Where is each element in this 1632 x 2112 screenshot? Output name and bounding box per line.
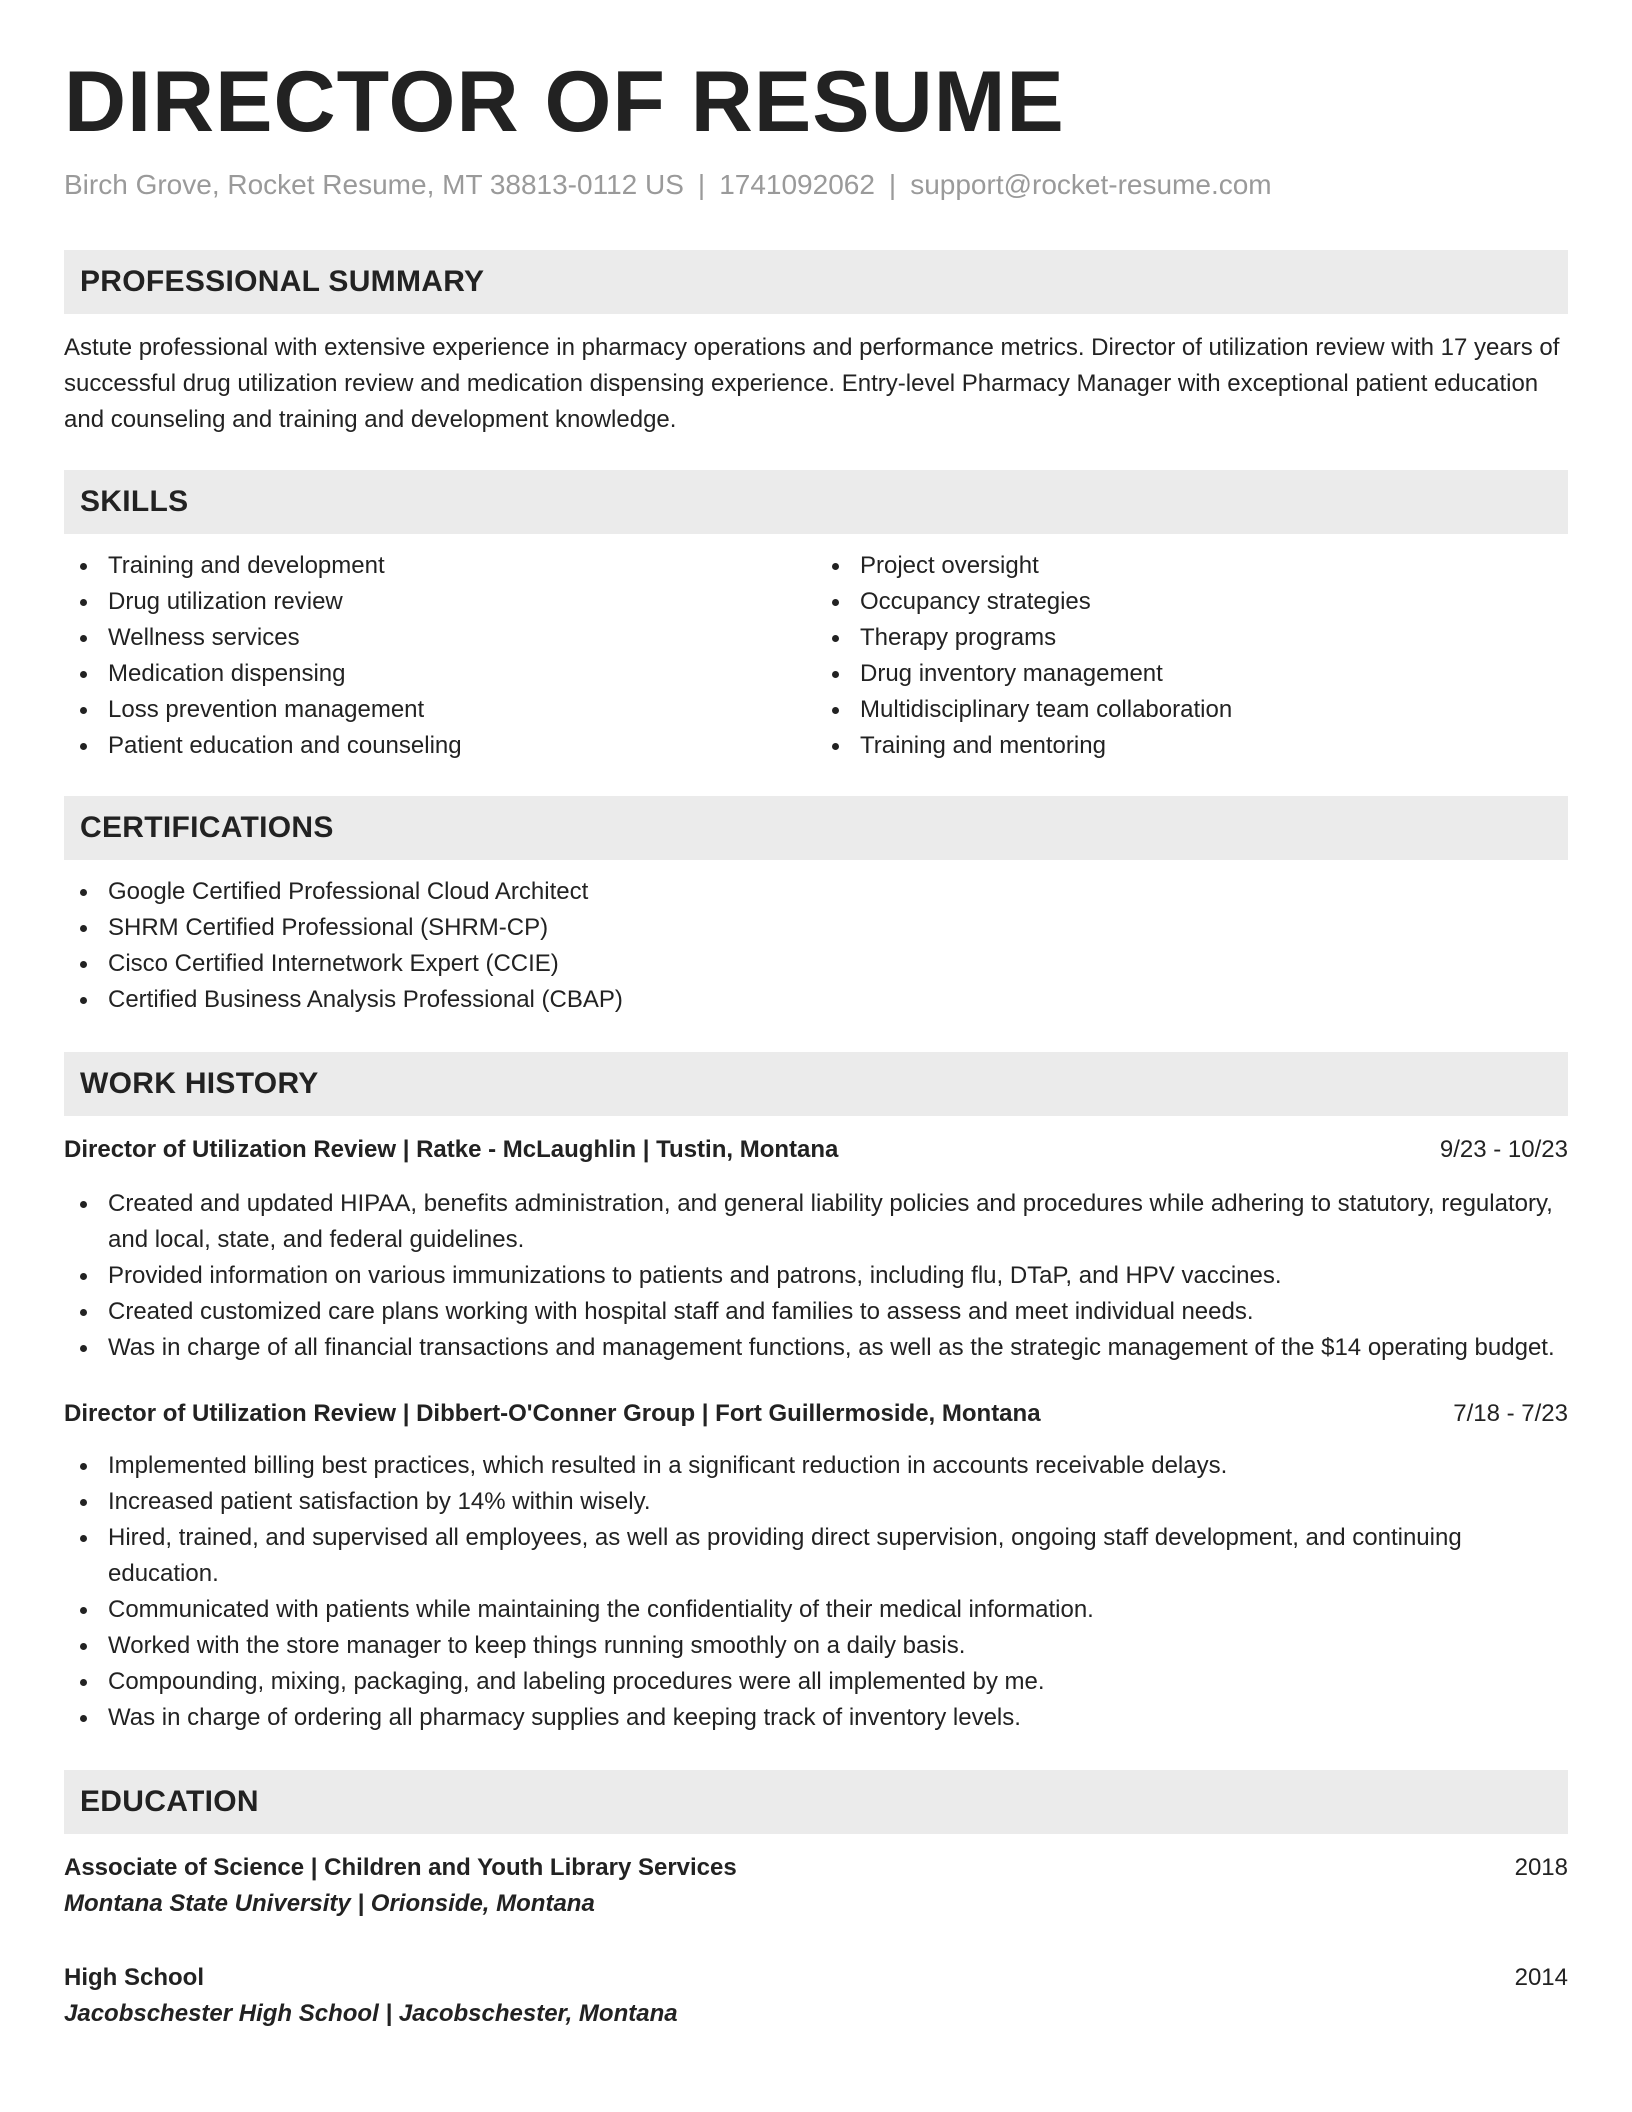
contact-address: Birch Grove, Rocket Resume, MT 38813-0112 US xyxy=(64,169,684,200)
job-dates: 7/18 - 7/23 xyxy=(1453,1400,1568,1427)
education-entry xyxy=(64,1960,1568,2032)
skill-item: Multidisciplinary team collaboration xyxy=(816,692,1568,728)
education-degree: Associate of Science | Children and Youth Library Services xyxy=(64,1854,737,1881)
certifications-heading: CERTIFICATIONS xyxy=(64,796,1568,860)
job-bullet: Increased patient satisfaction by 14% within wisely. xyxy=(64,1484,1568,1520)
job-bullets xyxy=(64,1186,1568,1366)
contact-separator: | xyxy=(888,169,897,200)
job-header xyxy=(64,1132,1568,1168)
education-entry xyxy=(64,1850,1568,1922)
certification-item: Google Certified Professional Cloud Architect xyxy=(64,874,1568,910)
skill-item: Drug inventory management xyxy=(816,656,1568,692)
job-entry xyxy=(64,1396,1568,1736)
education-year: 2018 xyxy=(1514,1854,1568,1881)
job-header xyxy=(64,1396,1568,1432)
skills-column-right xyxy=(816,548,1568,764)
skill-item: Therapy programs xyxy=(816,620,1568,656)
summary-text: Astute professional with extensive experience in pharmacy operations and performance metrics. Director of utilization review with 17 years of successful drug utilization review and medication dispensing experience. Entry-level Pharmacy Manager with exceptional patient education and counseling and training and development knowledge. xyxy=(64,334,1560,433)
skill-item: Training and development xyxy=(64,548,816,584)
certifications-list xyxy=(64,874,1568,1018)
certification-item: Cisco Certified Internetwork Expert (CCIE) xyxy=(64,946,1568,982)
contact-line xyxy=(64,168,1568,202)
job-bullet: Created customized care plans working with hospital staff and families to assess and meet individual needs. xyxy=(64,1294,1568,1330)
contact-email[interactable]: support@rocket-resume.com xyxy=(910,169,1272,200)
skill-item: Medication dispensing xyxy=(64,656,816,692)
education-school: Montana State University | Orionside, Montana xyxy=(64,1890,595,1917)
job-bullet: Was in charge of ordering all pharmacy supplies and keeping track of inventory levels. xyxy=(64,1700,1568,1736)
job-title: Director of Utilization Review | Ratke - McLaughlin | Tustin, Montana xyxy=(64,1136,839,1163)
education-school: Jacobschester High School | Jacobschester, Montana xyxy=(64,2000,678,2027)
skill-item: Project oversight xyxy=(816,548,1568,584)
job-dates: 9/23 - 10/23 xyxy=(1439,1136,1568,1163)
skill-item: Patient education and counseling xyxy=(64,728,816,764)
skills-grid xyxy=(64,548,1568,764)
job-bullet: Implemented billing best practices, which resulted in a significant reduction in accounts receivable delays. xyxy=(64,1448,1568,1484)
certification-item: Certified Business Analysis Professional (CBAP) xyxy=(64,982,1568,1018)
skill-item: Wellness services xyxy=(64,620,816,656)
job-bullet: Worked with the store manager to keep things running smoothly on a daily basis. xyxy=(64,1628,1568,1664)
job-bullet: Was in charge of all financial transactions and management functions, as well as the strategic management of the $14 operating budget. xyxy=(64,1330,1568,1366)
job-bullet: Provided information on various immunizations to patients and patrons, including flu, DTaP, and HPV vaccines. xyxy=(64,1258,1568,1294)
skill-item: Drug utilization review xyxy=(64,584,816,620)
contact-separator: | xyxy=(697,169,706,200)
skill-item: Training and mentoring xyxy=(816,728,1568,764)
contact-phone: 1741092062 xyxy=(719,169,875,200)
job-title: Director of Utilization Review | Dibbert-O'Conner Group | Fort Guillermoside, Montana xyxy=(64,1400,1041,1427)
job-bullet: Compounding, mixing, packaging, and labeling procedures were all implemented by me. xyxy=(64,1664,1568,1700)
work-history-heading: WORK HISTORY xyxy=(64,1052,1568,1116)
education-header xyxy=(64,1850,1568,1886)
certification-item: SHRM Certified Professional (SHRM-CP) xyxy=(64,910,1568,946)
summary-heading: PROFESSIONAL SUMMARY xyxy=(64,250,1568,314)
skills-heading: SKILLS xyxy=(64,470,1568,534)
job-bullets xyxy=(64,1448,1568,1736)
education-heading: EDUCATION xyxy=(64,1770,1568,1834)
job-bullet: Communicated with patients while maintaining the confidentiality of their medical information. xyxy=(64,1592,1568,1628)
education-year: 2014 xyxy=(1514,1964,1568,1991)
skill-item: Loss prevention management xyxy=(64,692,816,728)
education-degree: High School xyxy=(64,1964,204,1991)
job-entry xyxy=(64,1132,1568,1366)
skill-item: Occupancy strategies xyxy=(816,584,1568,620)
education-header xyxy=(64,1960,1568,1996)
job-bullet: Created and updated HIPAA, benefits administration, and general liability policies and procedures while adhering to statutory, regulatory, and local, state, and federal guidelines. xyxy=(64,1186,1568,1258)
skills-column-left xyxy=(64,548,816,764)
job-bullet: Hired, trained, and supervised all employees, as well as providing direct supervision, ongoing staff development, and continuing education. xyxy=(64,1520,1568,1592)
resume-name: DIRECTOR OF RESUME xyxy=(64,54,1065,150)
